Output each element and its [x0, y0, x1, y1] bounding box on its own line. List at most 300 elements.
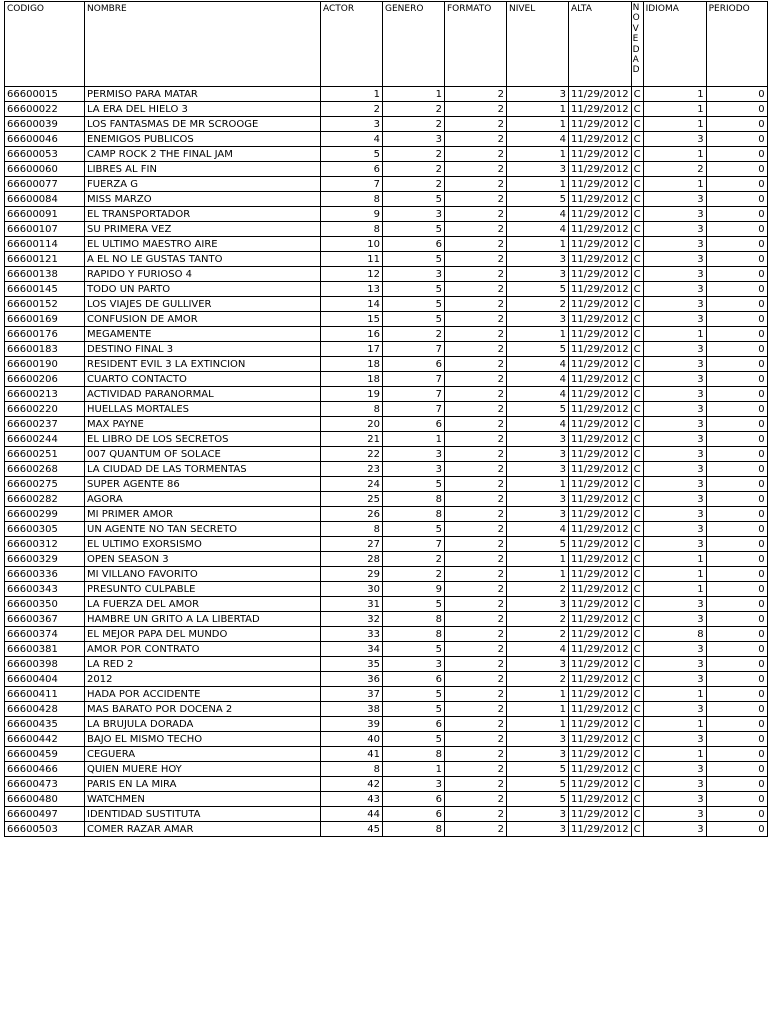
genero-cell: 5 — [383, 687, 445, 702]
periodo-cell: 0 — [706, 687, 767, 702]
genero-cell: 8 — [383, 747, 445, 762]
idioma-cell: 3 — [643, 237, 706, 252]
idioma-cell: 1 — [643, 327, 706, 342]
periodo-cell: 0 — [706, 402, 767, 417]
periodo-cell: 0 — [706, 252, 767, 267]
codigo-cell: 66600268 — [5, 462, 85, 477]
idioma-cell: 3 — [643, 192, 706, 207]
alta-cell: 11/29/2012 — [569, 627, 632, 642]
table-row — [5, 327, 768, 342]
idioma-cell: 3 — [643, 357, 706, 372]
nivel-cell: 1 — [507, 237, 569, 252]
nombre-cell: CONFUSION DE AMOR — [85, 312, 321, 327]
novedad-cell: C — [631, 582, 643, 597]
genero-cell: 2 — [383, 327, 445, 342]
data-table — [4, 1, 768, 837]
formato-cell: 2 — [445, 252, 507, 267]
periodo-cell: 0 — [706, 132, 767, 147]
table-row — [5, 672, 768, 687]
codigo-cell: 66600480 — [5, 792, 85, 807]
column-header-alta: ALTA — [569, 2, 632, 87]
actor-cell: 14 — [321, 297, 383, 312]
formato-cell: 2 — [445, 792, 507, 807]
alta-cell: 11/29/2012 — [569, 762, 632, 777]
novedad-cell: C — [631, 117, 643, 132]
novedad-cell: C — [631, 522, 643, 537]
table-row — [5, 177, 768, 192]
codigo-cell: 66600039 — [5, 117, 85, 132]
genero-cell: 2 — [383, 162, 445, 177]
nombre-cell: HUELLAS MORTALES — [85, 402, 321, 417]
genero-cell: 5 — [383, 477, 445, 492]
novedad-cell: C — [631, 717, 643, 732]
idioma-cell: 1 — [643, 117, 706, 132]
novedad-cell: C — [631, 297, 643, 312]
alta-cell: 11/29/2012 — [569, 327, 632, 342]
actor-cell: 37 — [321, 687, 383, 702]
genero-cell: 7 — [383, 342, 445, 357]
column-header-nivel: NIVEL — [507, 2, 569, 87]
periodo-cell: 0 — [706, 627, 767, 642]
periodo-cell: 0 — [706, 267, 767, 282]
codigo-cell: 66600442 — [5, 732, 85, 747]
actor-cell: 8 — [321, 402, 383, 417]
formato-cell: 2 — [445, 267, 507, 282]
genero-cell: 3 — [383, 447, 445, 462]
alta-cell: 11/29/2012 — [569, 417, 632, 432]
nombre-cell: HADA POR ACCIDENTE — [85, 687, 321, 702]
nombre-cell: LA ERA DEL HIELO 3 — [85, 102, 321, 117]
novedad-cell: C — [631, 762, 643, 777]
actor-cell: 36 — [321, 672, 383, 687]
nivel-cell: 5 — [507, 792, 569, 807]
formato-cell: 2 — [445, 297, 507, 312]
formato-cell: 2 — [445, 657, 507, 672]
formato-cell: 2 — [445, 222, 507, 237]
novedad-cell: C — [631, 147, 643, 162]
nivel-cell: 1 — [507, 687, 569, 702]
nombre-cell: QUIEN MUERE HOY — [85, 762, 321, 777]
genero-cell: 7 — [383, 402, 445, 417]
actor-cell: 3 — [321, 117, 383, 132]
nivel-cell: 1 — [507, 327, 569, 342]
table-row — [5, 597, 768, 612]
genero-cell: 3 — [383, 207, 445, 222]
actor-cell: 44 — [321, 807, 383, 822]
idioma-cell: 3 — [643, 432, 706, 447]
table-row — [5, 237, 768, 252]
novedad-cell: C — [631, 102, 643, 117]
alta-cell: 11/29/2012 — [569, 567, 632, 582]
periodo-cell: 0 — [706, 312, 767, 327]
genero-cell: 5 — [383, 192, 445, 207]
codigo-cell: 66600169 — [5, 312, 85, 327]
novedad-cell: C — [631, 492, 643, 507]
table-row — [5, 267, 768, 282]
genero-cell: 1 — [383, 432, 445, 447]
genero-cell: 5 — [383, 597, 445, 612]
periodo-cell: 0 — [706, 522, 767, 537]
nombre-cell: TODO UN PARTO — [85, 282, 321, 297]
alta-cell: 11/29/2012 — [569, 447, 632, 462]
periodo-cell: 0 — [706, 147, 767, 162]
periodo-cell: 0 — [706, 177, 767, 192]
table-row — [5, 402, 768, 417]
nombre-cell: BAJO EL MISMO TECHO — [85, 732, 321, 747]
periodo-cell: 0 — [706, 657, 767, 672]
table-row — [5, 222, 768, 237]
genero-cell: 3 — [383, 777, 445, 792]
periodo-cell: 0 — [706, 207, 767, 222]
actor-cell: 11 — [321, 252, 383, 267]
codigo-cell: 66600176 — [5, 327, 85, 342]
idioma-cell: 3 — [643, 402, 706, 417]
alta-cell: 11/29/2012 — [569, 87, 632, 102]
idioma-cell: 3 — [643, 282, 706, 297]
nombre-cell: CUARTO CONTACTO — [85, 372, 321, 387]
formato-cell: 2 — [445, 402, 507, 417]
periodo-cell: 0 — [706, 792, 767, 807]
nombre-cell: SUPER AGENTE 86 — [85, 477, 321, 492]
actor-cell: 28 — [321, 552, 383, 567]
novedad-cell: C — [631, 507, 643, 522]
formato-cell: 2 — [445, 822, 507, 837]
codigo-cell: 66600473 — [5, 777, 85, 792]
idioma-cell: 3 — [643, 597, 706, 612]
nombre-cell: EL TRANSPORTADOR — [85, 207, 321, 222]
alta-cell: 11/29/2012 — [569, 357, 632, 372]
idioma-cell: 8 — [643, 627, 706, 642]
novedad-cell: C — [631, 552, 643, 567]
table-row — [5, 552, 768, 567]
genero-cell: 5 — [383, 702, 445, 717]
nivel-cell: 1 — [507, 702, 569, 717]
alta-cell: 11/29/2012 — [569, 657, 632, 672]
nivel-cell: 4 — [507, 207, 569, 222]
codigo-cell: 66600251 — [5, 447, 85, 462]
nombre-cell: SU PRIMERA VEZ — [85, 222, 321, 237]
actor-cell: 7 — [321, 177, 383, 192]
genero-cell: 7 — [383, 387, 445, 402]
codigo-cell: 66600015 — [5, 87, 85, 102]
genero-cell: 5 — [383, 732, 445, 747]
codigo-cell: 66600091 — [5, 207, 85, 222]
nivel-cell: 2 — [507, 627, 569, 642]
genero-cell: 7 — [383, 372, 445, 387]
idioma-cell: 3 — [643, 417, 706, 432]
novedad-cell: C — [631, 402, 643, 417]
genero-cell: 1 — [383, 87, 445, 102]
novedad-cell: C — [631, 627, 643, 642]
alta-cell: 11/29/2012 — [569, 642, 632, 657]
alta-cell: 11/29/2012 — [569, 492, 632, 507]
nombre-cell: DESTINO FINAL 3 — [85, 342, 321, 357]
codigo-cell: 66600329 — [5, 552, 85, 567]
alta-cell: 11/29/2012 — [569, 612, 632, 627]
nivel-cell: 3 — [507, 807, 569, 822]
nivel-cell: 1 — [507, 717, 569, 732]
periodo-cell: 0 — [706, 192, 767, 207]
table-row — [5, 207, 768, 222]
novedad-cell: C — [631, 192, 643, 207]
nombre-cell: CAMP ROCK 2 THE FINAL JAM — [85, 147, 321, 162]
genero-cell: 2 — [383, 147, 445, 162]
actor-cell: 20 — [321, 417, 383, 432]
formato-cell: 2 — [445, 777, 507, 792]
idioma-cell: 3 — [643, 207, 706, 222]
periodo-cell: 0 — [706, 282, 767, 297]
nivel-cell: 2 — [507, 582, 569, 597]
actor-cell: 18 — [321, 357, 383, 372]
nombre-cell: LOS VIAJES DE GULLIVER — [85, 297, 321, 312]
periodo-cell: 0 — [706, 432, 767, 447]
alta-cell: 11/29/2012 — [569, 672, 632, 687]
nombre-cell: LA RED 2 — [85, 657, 321, 672]
codigo-cell: 66600190 — [5, 357, 85, 372]
genero-cell: 8 — [383, 612, 445, 627]
novedad-cell: C — [631, 462, 643, 477]
alta-cell: 11/29/2012 — [569, 717, 632, 732]
genero-cell: 8 — [383, 627, 445, 642]
codigo-cell: 66600046 — [5, 132, 85, 147]
actor-cell: 25 — [321, 492, 383, 507]
nombre-cell: EL ULTIMO EXORSISMO — [85, 537, 321, 552]
alta-cell: 11/29/2012 — [569, 552, 632, 567]
table-row — [5, 807, 768, 822]
novedad-cell: C — [631, 792, 643, 807]
alta-cell: 11/29/2012 — [569, 207, 632, 222]
actor-cell: 30 — [321, 582, 383, 597]
nivel-cell: 1 — [507, 177, 569, 192]
novedad-cell: C — [631, 747, 643, 762]
periodo-cell: 0 — [706, 702, 767, 717]
nivel-cell: 1 — [507, 477, 569, 492]
nivel-cell: 5 — [507, 282, 569, 297]
nivel-cell: 4 — [507, 642, 569, 657]
nombre-cell: AGORA — [85, 492, 321, 507]
table-row — [5, 252, 768, 267]
nombre-cell: 2012 — [85, 672, 321, 687]
column-header-actor: ACTOR — [321, 2, 383, 87]
actor-cell: 2 — [321, 102, 383, 117]
novedad-cell: C — [631, 657, 643, 672]
idioma-cell: 1 — [643, 552, 706, 567]
idioma-cell: 3 — [643, 372, 706, 387]
codigo-cell: 66600411 — [5, 687, 85, 702]
novedad-cell: C — [631, 207, 643, 222]
idioma-cell: 3 — [643, 702, 706, 717]
genero-cell: 6 — [383, 357, 445, 372]
nombre-cell: LOS FANTASMAS DE MR SCROOGE — [85, 117, 321, 132]
alta-cell: 11/29/2012 — [569, 507, 632, 522]
nivel-cell: 5 — [507, 537, 569, 552]
codigo-cell: 66600077 — [5, 177, 85, 192]
alta-cell: 11/29/2012 — [569, 732, 632, 747]
novedad-cell: C — [631, 732, 643, 747]
codigo-cell: 66600305 — [5, 522, 85, 537]
alta-cell: 11/29/2012 — [569, 822, 632, 837]
alta-cell: 11/29/2012 — [569, 282, 632, 297]
novedad-cell: C — [631, 327, 643, 342]
nombre-cell: RESIDENT EVIL 3 LA EXTINCION — [85, 357, 321, 372]
formato-cell: 2 — [445, 552, 507, 567]
periodo-cell: 0 — [706, 417, 767, 432]
genero-cell: 5 — [383, 252, 445, 267]
formato-cell: 2 — [445, 522, 507, 537]
genero-cell: 6 — [383, 792, 445, 807]
nivel-cell: 4 — [507, 222, 569, 237]
nivel-cell: 1 — [507, 102, 569, 117]
idioma-cell: 3 — [643, 447, 706, 462]
nivel-cell: 3 — [507, 312, 569, 327]
nombre-cell: PARIS EN LA MIRA — [85, 777, 321, 792]
formato-cell: 2 — [445, 177, 507, 192]
idioma-cell: 3 — [643, 807, 706, 822]
genero-cell: 3 — [383, 462, 445, 477]
nivel-cell: 1 — [507, 567, 569, 582]
codigo-cell: 66600398 — [5, 657, 85, 672]
idioma-cell: 1 — [643, 177, 706, 192]
idioma-cell: 3 — [643, 732, 706, 747]
nivel-cell: 4 — [507, 387, 569, 402]
nivel-cell: 3 — [507, 447, 569, 462]
formato-cell: 2 — [445, 642, 507, 657]
codigo-cell: 66600374 — [5, 627, 85, 642]
table-row — [5, 702, 768, 717]
codigo-cell: 66600145 — [5, 282, 85, 297]
periodo-cell: 0 — [706, 807, 767, 822]
table-row — [5, 507, 768, 522]
nombre-cell: EL LIBRO DE LOS SECRETOS — [85, 432, 321, 447]
nivel-cell: 3 — [507, 462, 569, 477]
nivel-cell: 4 — [507, 132, 569, 147]
formato-cell: 2 — [445, 747, 507, 762]
table-row — [5, 102, 768, 117]
formato-cell: 2 — [445, 357, 507, 372]
nivel-cell: 1 — [507, 552, 569, 567]
nivel-cell: 4 — [507, 372, 569, 387]
idioma-cell: 3 — [643, 252, 706, 267]
periodo-cell: 0 — [706, 372, 767, 387]
actor-cell: 31 — [321, 597, 383, 612]
alta-cell: 11/29/2012 — [569, 237, 632, 252]
nombre-cell: LA CIUDAD DE LAS TORMENTAS — [85, 462, 321, 477]
periodo-cell: 0 — [706, 717, 767, 732]
actor-cell: 21 — [321, 432, 383, 447]
novedad-cell: C — [631, 477, 643, 492]
alta-cell: 11/29/2012 — [569, 372, 632, 387]
genero-cell: 5 — [383, 222, 445, 237]
alta-cell: 11/29/2012 — [569, 597, 632, 612]
nombre-cell: MISS MARZO — [85, 192, 321, 207]
formato-cell: 2 — [445, 327, 507, 342]
column-header-codigo: CODIGO — [5, 2, 85, 87]
nivel-cell: 3 — [507, 822, 569, 837]
codigo-cell: 66600121 — [5, 252, 85, 267]
formato-cell: 2 — [445, 237, 507, 252]
formato-cell: 2 — [445, 717, 507, 732]
nivel-cell: 3 — [507, 747, 569, 762]
formato-cell: 2 — [445, 102, 507, 117]
formato-cell: 2 — [445, 687, 507, 702]
formato-cell: 2 — [445, 567, 507, 582]
table-row — [5, 357, 768, 372]
nombre-cell: LA BRUJULA DORADA — [85, 717, 321, 732]
codigo-cell: 66600404 — [5, 672, 85, 687]
codigo-cell: 66600282 — [5, 492, 85, 507]
novedad-cell: C — [631, 702, 643, 717]
alta-cell: 11/29/2012 — [569, 252, 632, 267]
novedad-cell: C — [631, 672, 643, 687]
novedad-cell: C — [631, 387, 643, 402]
periodo-cell: 0 — [706, 447, 767, 462]
table-row — [5, 432, 768, 447]
column-header-nombre: NOMBRE — [85, 2, 321, 87]
nivel-cell: 4 — [507, 522, 569, 537]
nombre-cell: WATCHMEN — [85, 792, 321, 807]
genero-cell: 8 — [383, 507, 445, 522]
actor-cell: 15 — [321, 312, 383, 327]
codigo-cell: 66600107 — [5, 222, 85, 237]
periodo-cell: 0 — [706, 747, 767, 762]
alta-cell: 11/29/2012 — [569, 177, 632, 192]
idioma-cell: 1 — [643, 102, 706, 117]
genero-cell: 9 — [383, 582, 445, 597]
table-body — [5, 87, 768, 837]
nombre-cell: RAPIDO Y FURIOSO 4 — [85, 267, 321, 282]
alta-cell: 11/29/2012 — [569, 702, 632, 717]
table-row — [5, 522, 768, 537]
codigo-cell: 66600206 — [5, 372, 85, 387]
table-row — [5, 462, 768, 477]
novedad-cell: C — [631, 252, 643, 267]
alta-cell: 11/29/2012 — [569, 117, 632, 132]
nombre-cell: FUERZA G — [85, 177, 321, 192]
periodo-cell: 0 — [706, 762, 767, 777]
novedad-cell: C — [631, 597, 643, 612]
table-row — [5, 642, 768, 657]
nivel-cell: 5 — [507, 192, 569, 207]
formato-cell: 2 — [445, 597, 507, 612]
genero-cell: 5 — [383, 297, 445, 312]
nombre-cell: PRESUNTO CULPABLE — [85, 582, 321, 597]
novedad-cell: C — [631, 642, 643, 657]
nombre-cell: IDENTIDAD SUSTITUTA — [85, 807, 321, 822]
nivel-cell: 1 — [507, 147, 569, 162]
periodo-cell: 0 — [706, 552, 767, 567]
nivel-cell: 3 — [507, 492, 569, 507]
periodo-cell: 0 — [706, 117, 767, 132]
periodo-cell: 0 — [706, 327, 767, 342]
nombre-cell: CEGUERA — [85, 747, 321, 762]
table-row — [5, 657, 768, 672]
actor-cell: 9 — [321, 207, 383, 222]
idioma-cell: 3 — [643, 777, 706, 792]
alta-cell: 11/29/2012 — [569, 102, 632, 117]
nombre-cell: LA FUERZA DEL AMOR — [85, 597, 321, 612]
formato-cell: 2 — [445, 312, 507, 327]
actor-cell: 8 — [321, 222, 383, 237]
table-row — [5, 132, 768, 147]
formato-cell: 2 — [445, 132, 507, 147]
table-row — [5, 312, 768, 327]
periodo-cell: 0 — [706, 582, 767, 597]
idioma-cell: 3 — [643, 537, 706, 552]
header-row — [5, 2, 768, 87]
codigo-cell: 66600428 — [5, 702, 85, 717]
idioma-cell: 3 — [643, 342, 706, 357]
genero-cell: 6 — [383, 807, 445, 822]
